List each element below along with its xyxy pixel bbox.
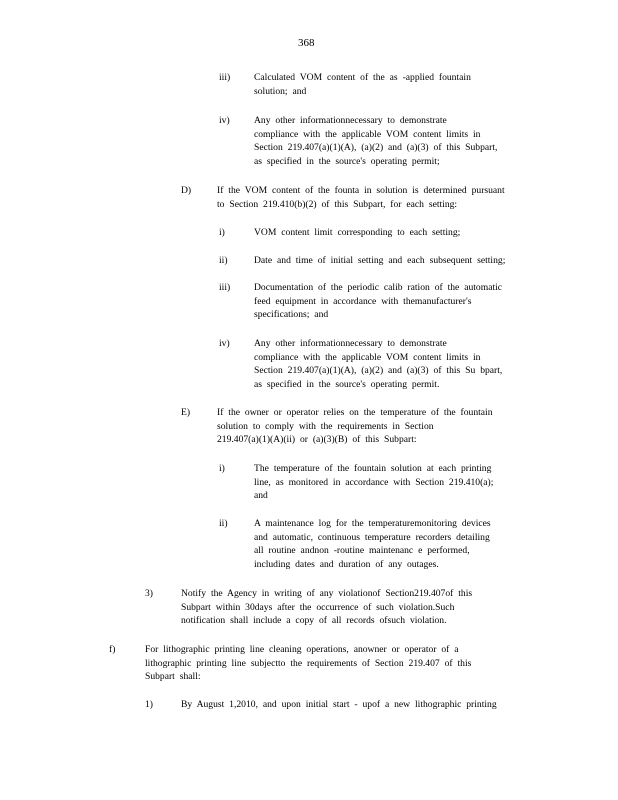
text-line: and automatic, continuous temperature recorders detailing: [254, 531, 490, 543]
list-marker: iii): [219, 282, 231, 293]
text-line: all routine andnon -routine maintenanc e performed,: [254, 545, 470, 557]
list-marker: i): [219, 227, 225, 238]
text-line: specifications; and: [254, 309, 329, 321]
text-line: Calculated VOM content of the as -applied fountain: [254, 72, 471, 83]
list-item-text: [181, 587, 472, 628]
text-line: feed equipment in accordance with themanufacturer's: [254, 295, 472, 307]
text-line: If the VOM content of the founta in solution is determined pursuant: [217, 185, 505, 196]
text-line: lithographic printing line subjectto the requirements of Section 219.407 of this: [145, 657, 472, 669]
text-line: and: [254, 490, 268, 502]
text-line: notification shall include a copy of all records ofsuch violation.: [181, 615, 447, 627]
text-line: to Section 219.410(b)(2) of this Subpart, for each setting:: [217, 198, 458, 210]
list-item-text: [254, 226, 460, 240]
list-marker: E): [181, 407, 191, 418]
text-line: Date and time of initial setting and each subsequent setting;: [254, 255, 506, 266]
text-line: Subpart within 30days after the occurrence of such violation.Such: [181, 601, 455, 613]
list-marker: f): [109, 644, 116, 655]
text-line: If the owner or operator relies on the temperature of the fountain: [217, 407, 493, 418]
list-marker: 3): [145, 588, 153, 599]
list-marker: 1): [145, 699, 153, 710]
list-item-text: [181, 698, 497, 712]
text-line: compliance with the applicable VOM content limits in: [254, 351, 481, 363]
list-item-text: [254, 281, 502, 322]
list-item-text: [217, 406, 493, 447]
text-line: Documentation of the periodic calib ration of the automatic: [254, 282, 503, 293]
list-item-text: [145, 643, 471, 684]
text-line: solution; and: [254, 85, 307, 97]
text-line: compliance with the applicable VOM content limits in: [254, 128, 481, 140]
text-line: By August 1,2010, and upon initial start - upof a new lithographic printing: [181, 699, 497, 710]
text-line: line, as monitored in accordance with Section 219.410(a);: [254, 476, 494, 488]
text-line: VOM content limit corresponding to each setting;: [254, 227, 461, 238]
text-line: Any other informationnecessary to demonstrate: [254, 115, 447, 126]
text-line: solution to comply with the requirements in Section: [217, 420, 434, 432]
text-line: as specified in the source's operating permit;: [254, 155, 440, 167]
page-number: 368: [298, 37, 315, 49]
text-line: Any other informationnecessary to demonstrate: [254, 338, 447, 349]
list-item-text: [254, 517, 491, 571]
text-line: For lithographic printing line cleaning operations, anowner or operator of a: [145, 644, 459, 655]
text-line: Section 219.407(a)(1)(A), (a)(2) and (a)(3) of this Subpart,: [254, 142, 498, 154]
list-item-text: [254, 337, 502, 391]
text-line: including dates and duration of any outages.: [254, 558, 439, 570]
text-line: Section 219.407(a)(1)(A), (a)(2) and (a)(3) of this Su bpart,: [254, 365, 503, 377]
list-marker: i): [219, 463, 225, 474]
text-line: as specified in the source's operating permit.: [254, 378, 440, 390]
text-line: The temperature of the fountain solution at each printing: [254, 463, 492, 474]
list-marker: ii): [219, 518, 228, 529]
list-marker: ii): [219, 255, 228, 266]
list-item-text: [254, 254, 505, 268]
list-item-text: [217, 184, 505, 211]
list-marker: D): [181, 185, 192, 196]
list-item-text: [254, 71, 471, 98]
list-item-text: [254, 114, 497, 168]
text-line: Notify the Agency in writing of any violationof Section219.407of this: [181, 588, 473, 599]
list-item-text: [254, 462, 493, 503]
list-marker: iv): [219, 115, 230, 126]
list-marker: iii): [219, 72, 231, 83]
text-line: A maintenance log for the temperaturemonitoring devices: [254, 518, 491, 529]
list-marker: iv): [219, 338, 230, 349]
text-line: Subpart shall:: [145, 671, 201, 683]
text-line: 219.407(a)(1)(A)(ii) or (a)(3)(B) of this Subpart:: [217, 434, 417, 446]
